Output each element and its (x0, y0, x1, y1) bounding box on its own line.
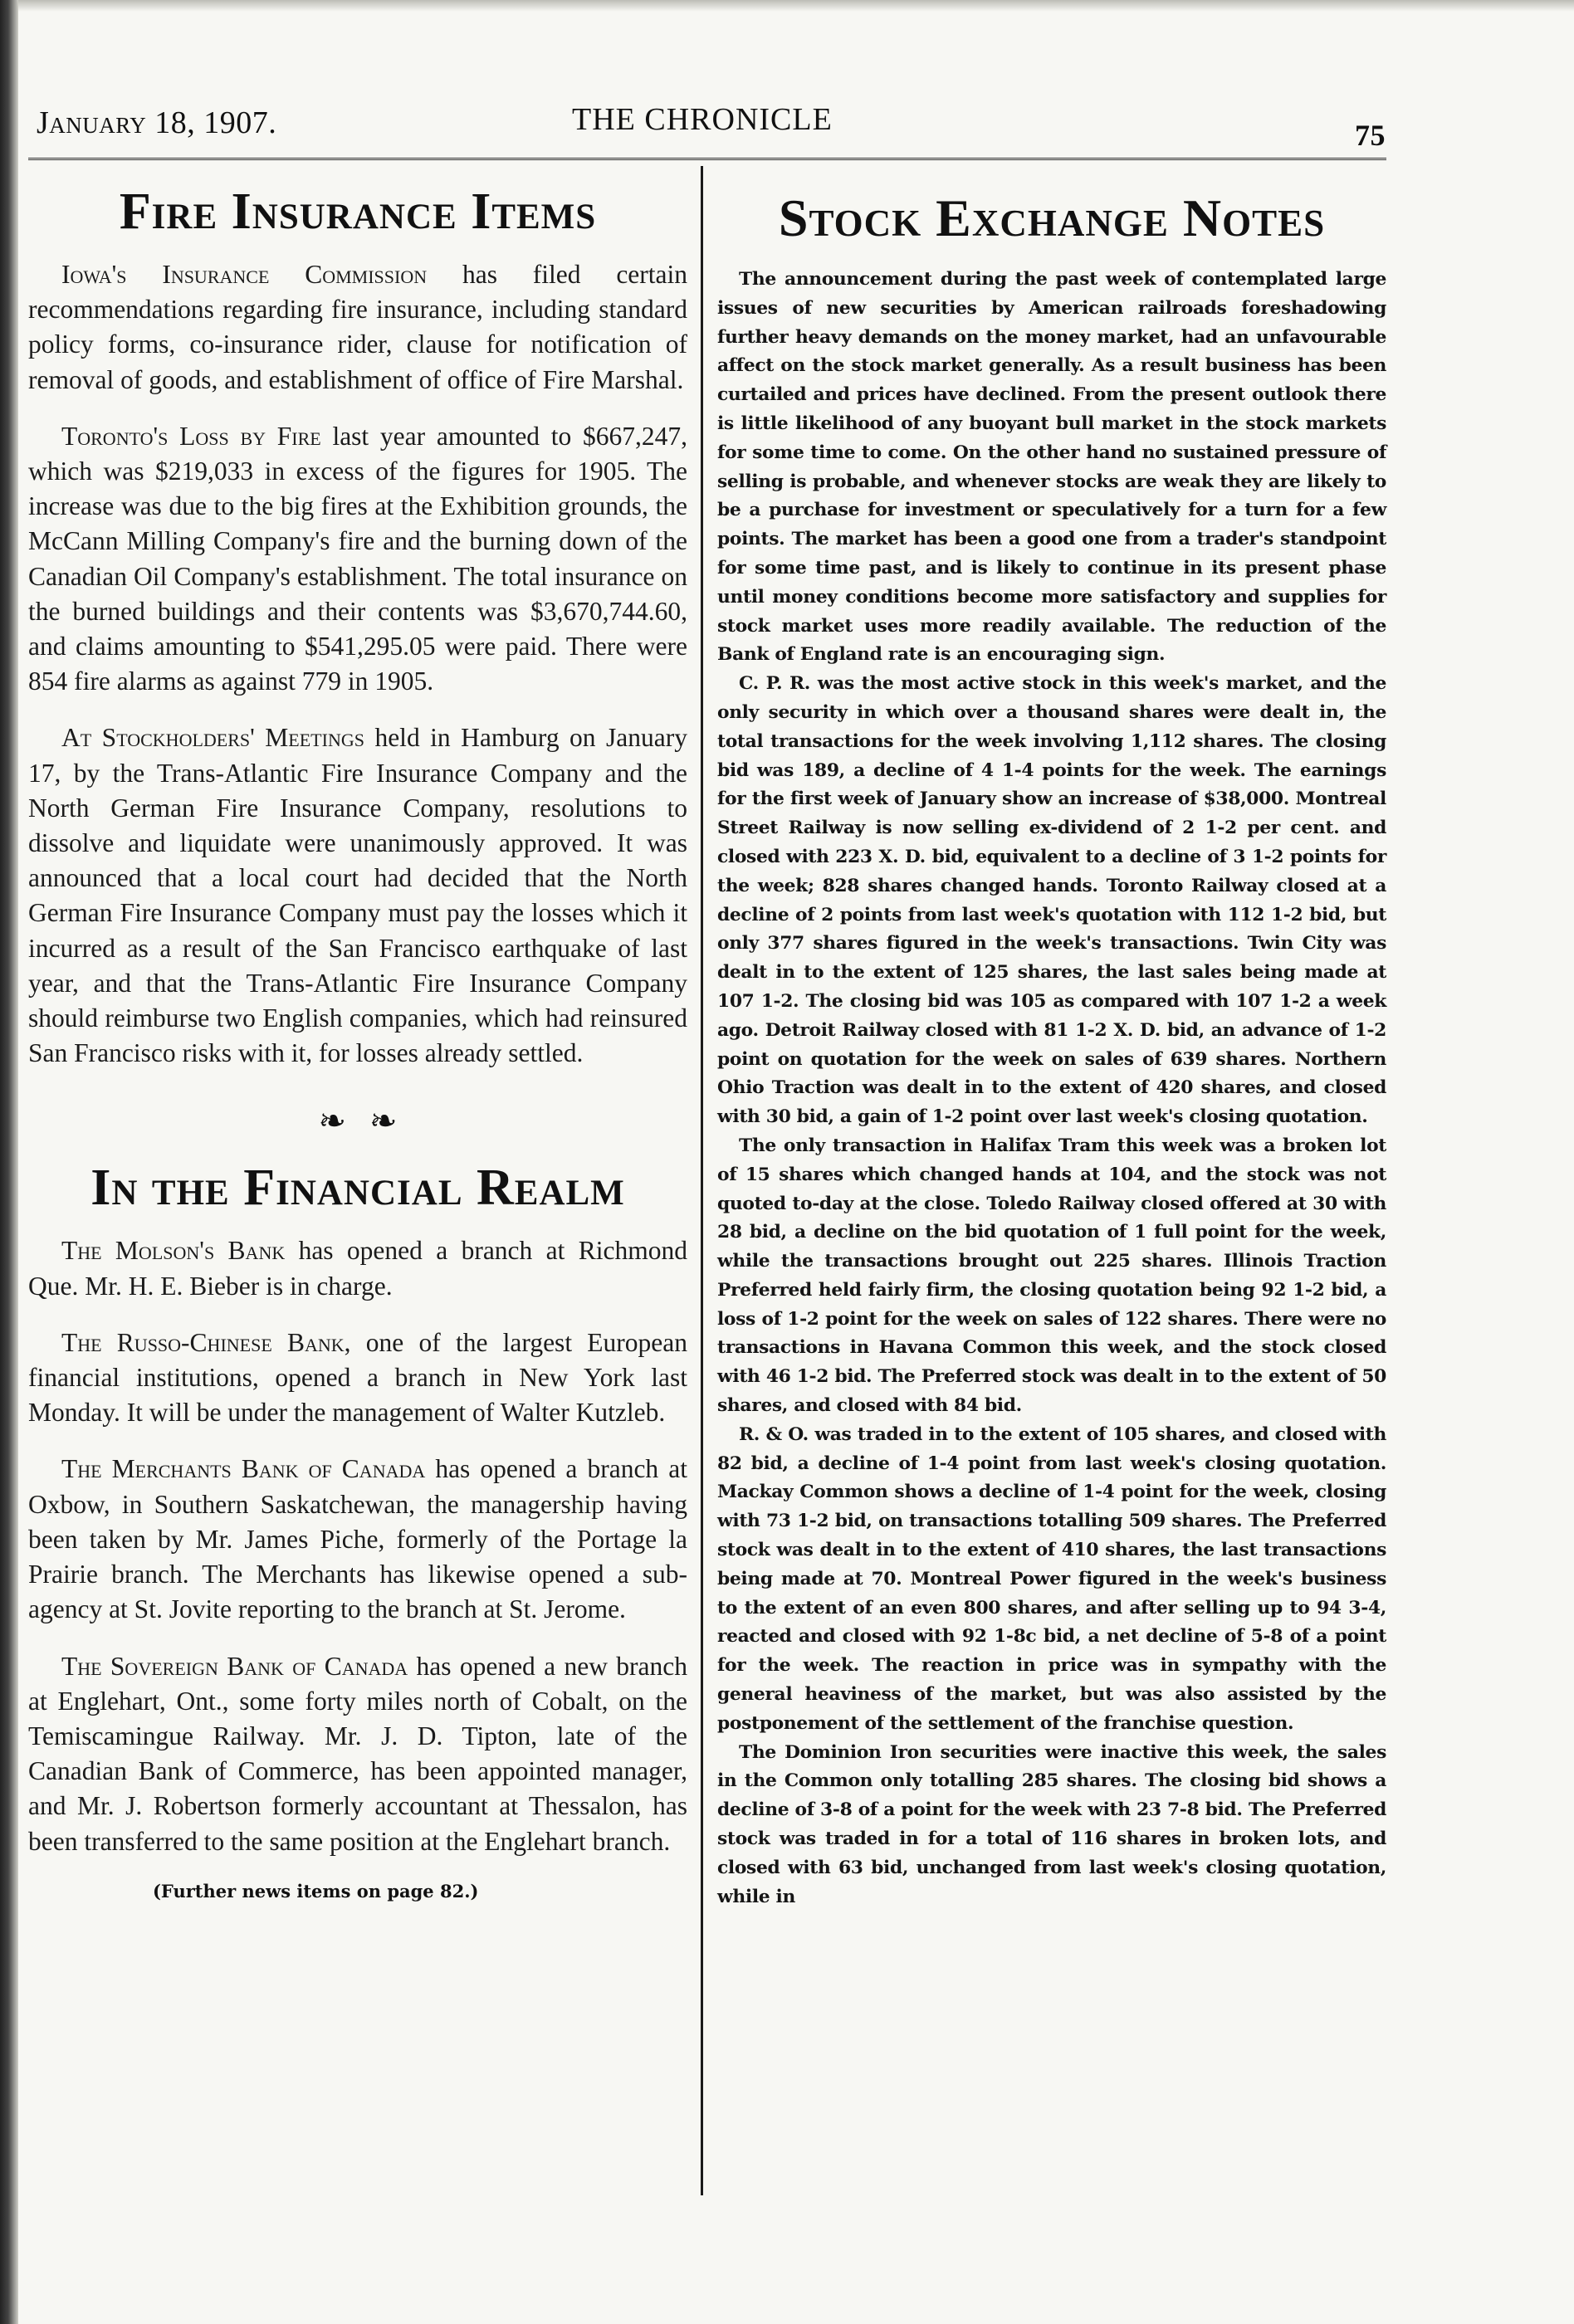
fleuron-icon: ❧ (318, 1102, 346, 1140)
page-binding-shadow (0, 0, 18, 2324)
publication-title: THE CHRONICLE (572, 102, 833, 137)
paragraph-text: held in Hamburg on January 17, by the Trans-Atlantic Fire Insurance Company and the North German Fire Insurance Company, resolutions to dissolve and liquidate were unanimously approved. It was announced that a local court had decided that the North German Fire Insurance Company must pay the losses which it incurred as a result of the San Francisco earthquake of last year, and that the Trans-Atlantic Fire Insurance Company should reimburse two English companies, which had reinsured San Francisco risks with it, for losses already settled. (28, 723, 687, 1068)
paragraph-text: has opened a branch at Richmond Que. Mr. H. E. Bieber is in charge. (28, 1236, 687, 1301)
issue-date: January 18, 1907. (37, 105, 277, 140)
paragraph-text: one of the largest European financial institutions, opened a branch in New York last Monday. It will be under the management of Walter Kutzleb. (28, 1327, 687, 1428)
article-paragraph (28, 419, 687, 700)
article-paragraph: The only transaction in Halifax Tram this week was a broken lot of 15 shares which changed hands at 104, and the stock was not quoted to-day at the close. Toledo Railway closed offered at 30 with 28 bid, a decline on the bid quotation of 1 full point for the week, while the transactions brought out 225 shares. Illinois Traction Preferred held fairly firm, the closing quotation being 92 1-2 bid, a loss of 1-2 point for the week on sales of 122 shares. There were no transactions in Havana Common this week, and the stock closed with 46 1-2 bid. The Preferred stock was dealt in to the extent of 50 shares, and closed with 84 bid. (717, 1135, 1386, 1417)
paragraph-text: has filed certain recommendations regarding fire insurance, including standard policy forms, co-insurance rider, clause for notification of removal of goods, and establishment of office of Fire Marshal. (28, 260, 688, 394)
article-paragraph: C. P. R. was the most active stock in this week's market, and the only security in which over a thousand shares were dealt in, the total transactions for the week involving 1,112 shares. The closing bid was 189, a decline of 4 1-4 points for the week. The earnings for the first week of January show an increase of $38,000. Montreal Street Railway is now selling ex-dividend of 2 1-2 per cent. and closed with 223 X. D. bid, equivalent to a decline of 3 1-2 points for the week; 828 shares changed hands. Toronto Railway closed at a decline of 2 points from last week's quotation with 112 1-2 bid, but only 377 shares figured in the week's transactions. Twin City was dealt in to the extent of 125 shares, the last sales being made at 107 1-2. The closing bid was 105 as compared with 107 1-2 a week ago. Detroit Railway closed with 81 1-2 X. D. bid, an advance of 1-2 point on quotation for the week on sales of 639 shares. Northern Ohio Traction was dealt in to the extent of 420 shares, and closed with 30 bid, a gain of 1-2 point over last week's closing quotation. (717, 673, 1386, 1128)
paragraph-lead: Iowa's Insurance Commission (61, 260, 428, 289)
page-number: 75 (1355, 119, 1386, 152)
paragraph-lead: The Merchants Bank of Canada (61, 1454, 426, 1484)
page-edge-shadow (0, 0, 1574, 12)
article-paragraph (28, 1649, 687, 1859)
paragraph-lead: The Molson's Bank (61, 1236, 286, 1266)
fire-insurance-heading: Fire Insurance Items (119, 183, 597, 240)
column-rule (701, 166, 703, 2195)
paragraph-lead: The Russo-Chinese Bank, (61, 1327, 351, 1357)
continuation-note: (Further news items on page 82.) (153, 1880, 479, 1902)
stock-exchange-heading: Stock Exchange Notes (778, 188, 1326, 247)
left-column (28, 183, 687, 2224)
article-paragraph: The Dominion Iron securities were inactive this week, the sales in the Common only totalling 285 shares. The closing bid shows a decline of 3-8 of a point for the week with 23 7-8 bid. The Preferred stock was traded in for a total of 116 shares in broken lots, and closed with 63 bid, unchanged from last week's closing quotation, while in (717, 1741, 1386, 1907)
running-head (37, 98, 1388, 152)
article-paragraph (28, 1452, 687, 1627)
article-paragraph (28, 1326, 687, 1431)
fleuron-icon: ❧ (369, 1102, 398, 1140)
article-paragraph: R. & O. was traded in to the extent of 105 shares, and closed with 82 bid, a decline of 1-4 point from last week's closing quotation. Mackay Common shows a decline of 1-4 point for the week, closing with 73 1-2 bid, on transactions totalling 509 shares. The Preferred stock was dealt in to the extent of 410 shares, the last transactions being made at 70. Montreal Power figured in the week's business to the extent of an even 800 shares, and after selling up to 94 3-4, reacted and closed with 92 1-8c bid, a net decline of 5-8 of a point for the week. The reaction in price was in sympathy with the general heaviness of the market, but was also assisted by the postponement of the settlement of the franchise question. (717, 1423, 1386, 1734)
paragraph-lead: At Stockholders' Meetings (61, 723, 364, 753)
article-paragraph: The announcement during the past week of contemplated large issues of new securities by American railroads foreshadowing further heavy demands on the money market, had an unfavourable affect on the stock market generally. As a result business has been curtailed and prices have declined. From the present outlook there is little likelihood of any buoyant bull market in the stock markets for some time to come. On the other hand no sustained pressure of selling is probable, and whenever stocks are weak they are likely to be a purchase for investment or speculatively for a turn for a few points. The market has been a good one from a trader's standpoint for some time past, and is likely to continue in its present phase until money conditions become more satisfactory and supplies for stock market uses more readily available. The reduction of the Bank of England rate is an encouraging sign. (717, 269, 1386, 666)
financial-realm-heading: In the Financial Realm (90, 1160, 625, 1217)
article-paragraph (28, 257, 687, 398)
paragraph-lead: The Sovereign Bank of Canada (61, 1651, 408, 1681)
paragraph-text: last year amounted to $667,247, which was $219,033 in excess of the figures for 1905. The increase was due to the big fires at the Exhibition grounds, the McCann Milling Company's fire and the burning down of the Canadian Oil Company's establishment. The total insurance on the burned buildings and their contents was $3,670,744.60, and claims amounting to $541,295.05 were paid. There were 854 fire alarms as against 779 in 1905. (28, 421, 687, 696)
section-ornament (28, 1092, 687, 1150)
paragraph-text: has opened a new branch at Englehart, Ont., some forty miles north of Cobalt, on the Temiscamingue Railway. Mr. J. D. Tipton, late of the Canadian Bank of Commerce, has been appointed manager, and Mr. J. Robertson formerly accountant at Thessalon, has been transferred to the same position at the Englehart branch. (28, 1651, 687, 1856)
paragraph-text: has opened a branch at Oxbow, in Southern Saskatchewan, the managership having been taken by Mr. James Piche, formerly of the Portage la Prairie branch. The Merchants has likewise opened a sub-agency at St. Jovite reporting to the branch at St. Jerome. (28, 1454, 687, 1624)
article-paragraph (28, 1233, 687, 1303)
header-rule (28, 158, 1386, 160)
right-column (717, 183, 1386, 2224)
article-paragraph (28, 720, 687, 1071)
paragraph-lead: Toronto's Loss by Fire (61, 421, 321, 451)
